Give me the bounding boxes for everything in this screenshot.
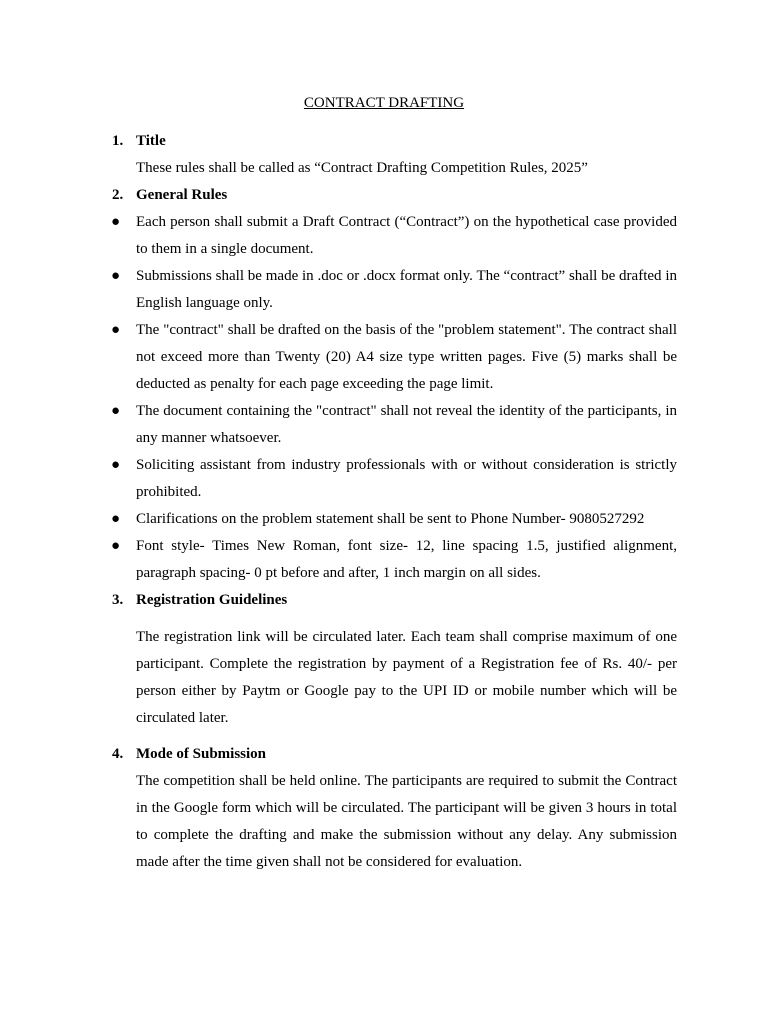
list-item-text: Each person shall submit a Draft Contract (“Contract”) on the hypothetical case provided to them in a single document. — [136, 214, 677, 257]
section-heading-registration — [112, 587, 677, 614]
bullet-icon: ● — [111, 511, 121, 527]
list-item — [111, 533, 677, 587]
section-heading-text: Title — [136, 133, 166, 149]
section-heading-title — [112, 128, 677, 155]
list-item — [111, 209, 677, 263]
section-number: 1. — [112, 133, 124, 149]
list-item — [111, 263, 677, 317]
section-heading-general-rules — [112, 182, 677, 209]
bullet-icon: ● — [111, 214, 121, 230]
section-number: 3. — [112, 592, 124, 608]
bullet-icon: ● — [111, 403, 121, 419]
document-title: CONTRACT DRAFTING — [303, 95, 465, 111]
section-heading-text: Mode of Submission — [136, 746, 267, 762]
section-heading-text: General Rules — [136, 187, 228, 203]
list-item-text: Font style- Times New Roman, font size- 12, line spacing 1.5, justified alignment, paragraph spacing- 0 pt before and after, 1 inch margin on all sides. — [136, 538, 677, 581]
list-item — [111, 398, 677, 452]
bullet-icon: ● — [111, 322, 121, 338]
list-item — [111, 317, 677, 398]
bullet-icon: ● — [111, 457, 121, 473]
section-number: 4. — [112, 746, 124, 762]
bullet-icon: ● — [111, 538, 121, 554]
list-item — [111, 452, 677, 506]
section-paragraph: These rules shall be called as “Contract Drafting Competition Rules, 2025” — [136, 160, 588, 176]
list-item-text: The document containing the "contract" shall not reveal the identity of the participants, in any manner whatsoever. — [136, 403, 677, 446]
section-paragraph: The registration link will be circulated later. Each team shall comprise maximum of one participant. Complete the registration by payment of a Registration fee of Rs. 40/- per person either by Paytm or Google pay to the UPI ID or mobile number which will be circulated later. — [136, 629, 677, 726]
section-heading-text: Registration Guidelines — [136, 592, 288, 608]
section-number: 2. — [112, 187, 124, 203]
list-item-text: Clarifications on the problem statement shall be sent to Phone Number- 9080527292 — [136, 511, 645, 527]
section-paragraph: The competition shall be held online. The participants are required to submit the Contract in the Google form which will be circulated. The participant will be given 3 hours in total to complete the drafting and make the submission without any delay. Any submission made after the time given shall not be considered for evaluation. — [136, 773, 677, 870]
list-item-text: The "contract" shall be drafted on the basis of the "problem statement". The contract shall not exceed more than Twenty (20) A4 size type written pages. Five (5) marks shall be deducted as penalty for each page exceeding the page limit. — [136, 322, 677, 392]
document-body — [111, 128, 677, 876]
list-item-text: Soliciting assistant from industry professionals with or without consideration is strictly prohibited. — [136, 457, 677, 500]
section-heading-submission — [112, 741, 677, 768]
general-rules-list — [111, 209, 677, 587]
list-item — [111, 506, 677, 533]
list-item-text: Submissions shall be made in .doc or .docx format only. The “contract” shall be drafted in English language only. — [136, 268, 677, 311]
bullet-icon: ● — [111, 268, 121, 284]
